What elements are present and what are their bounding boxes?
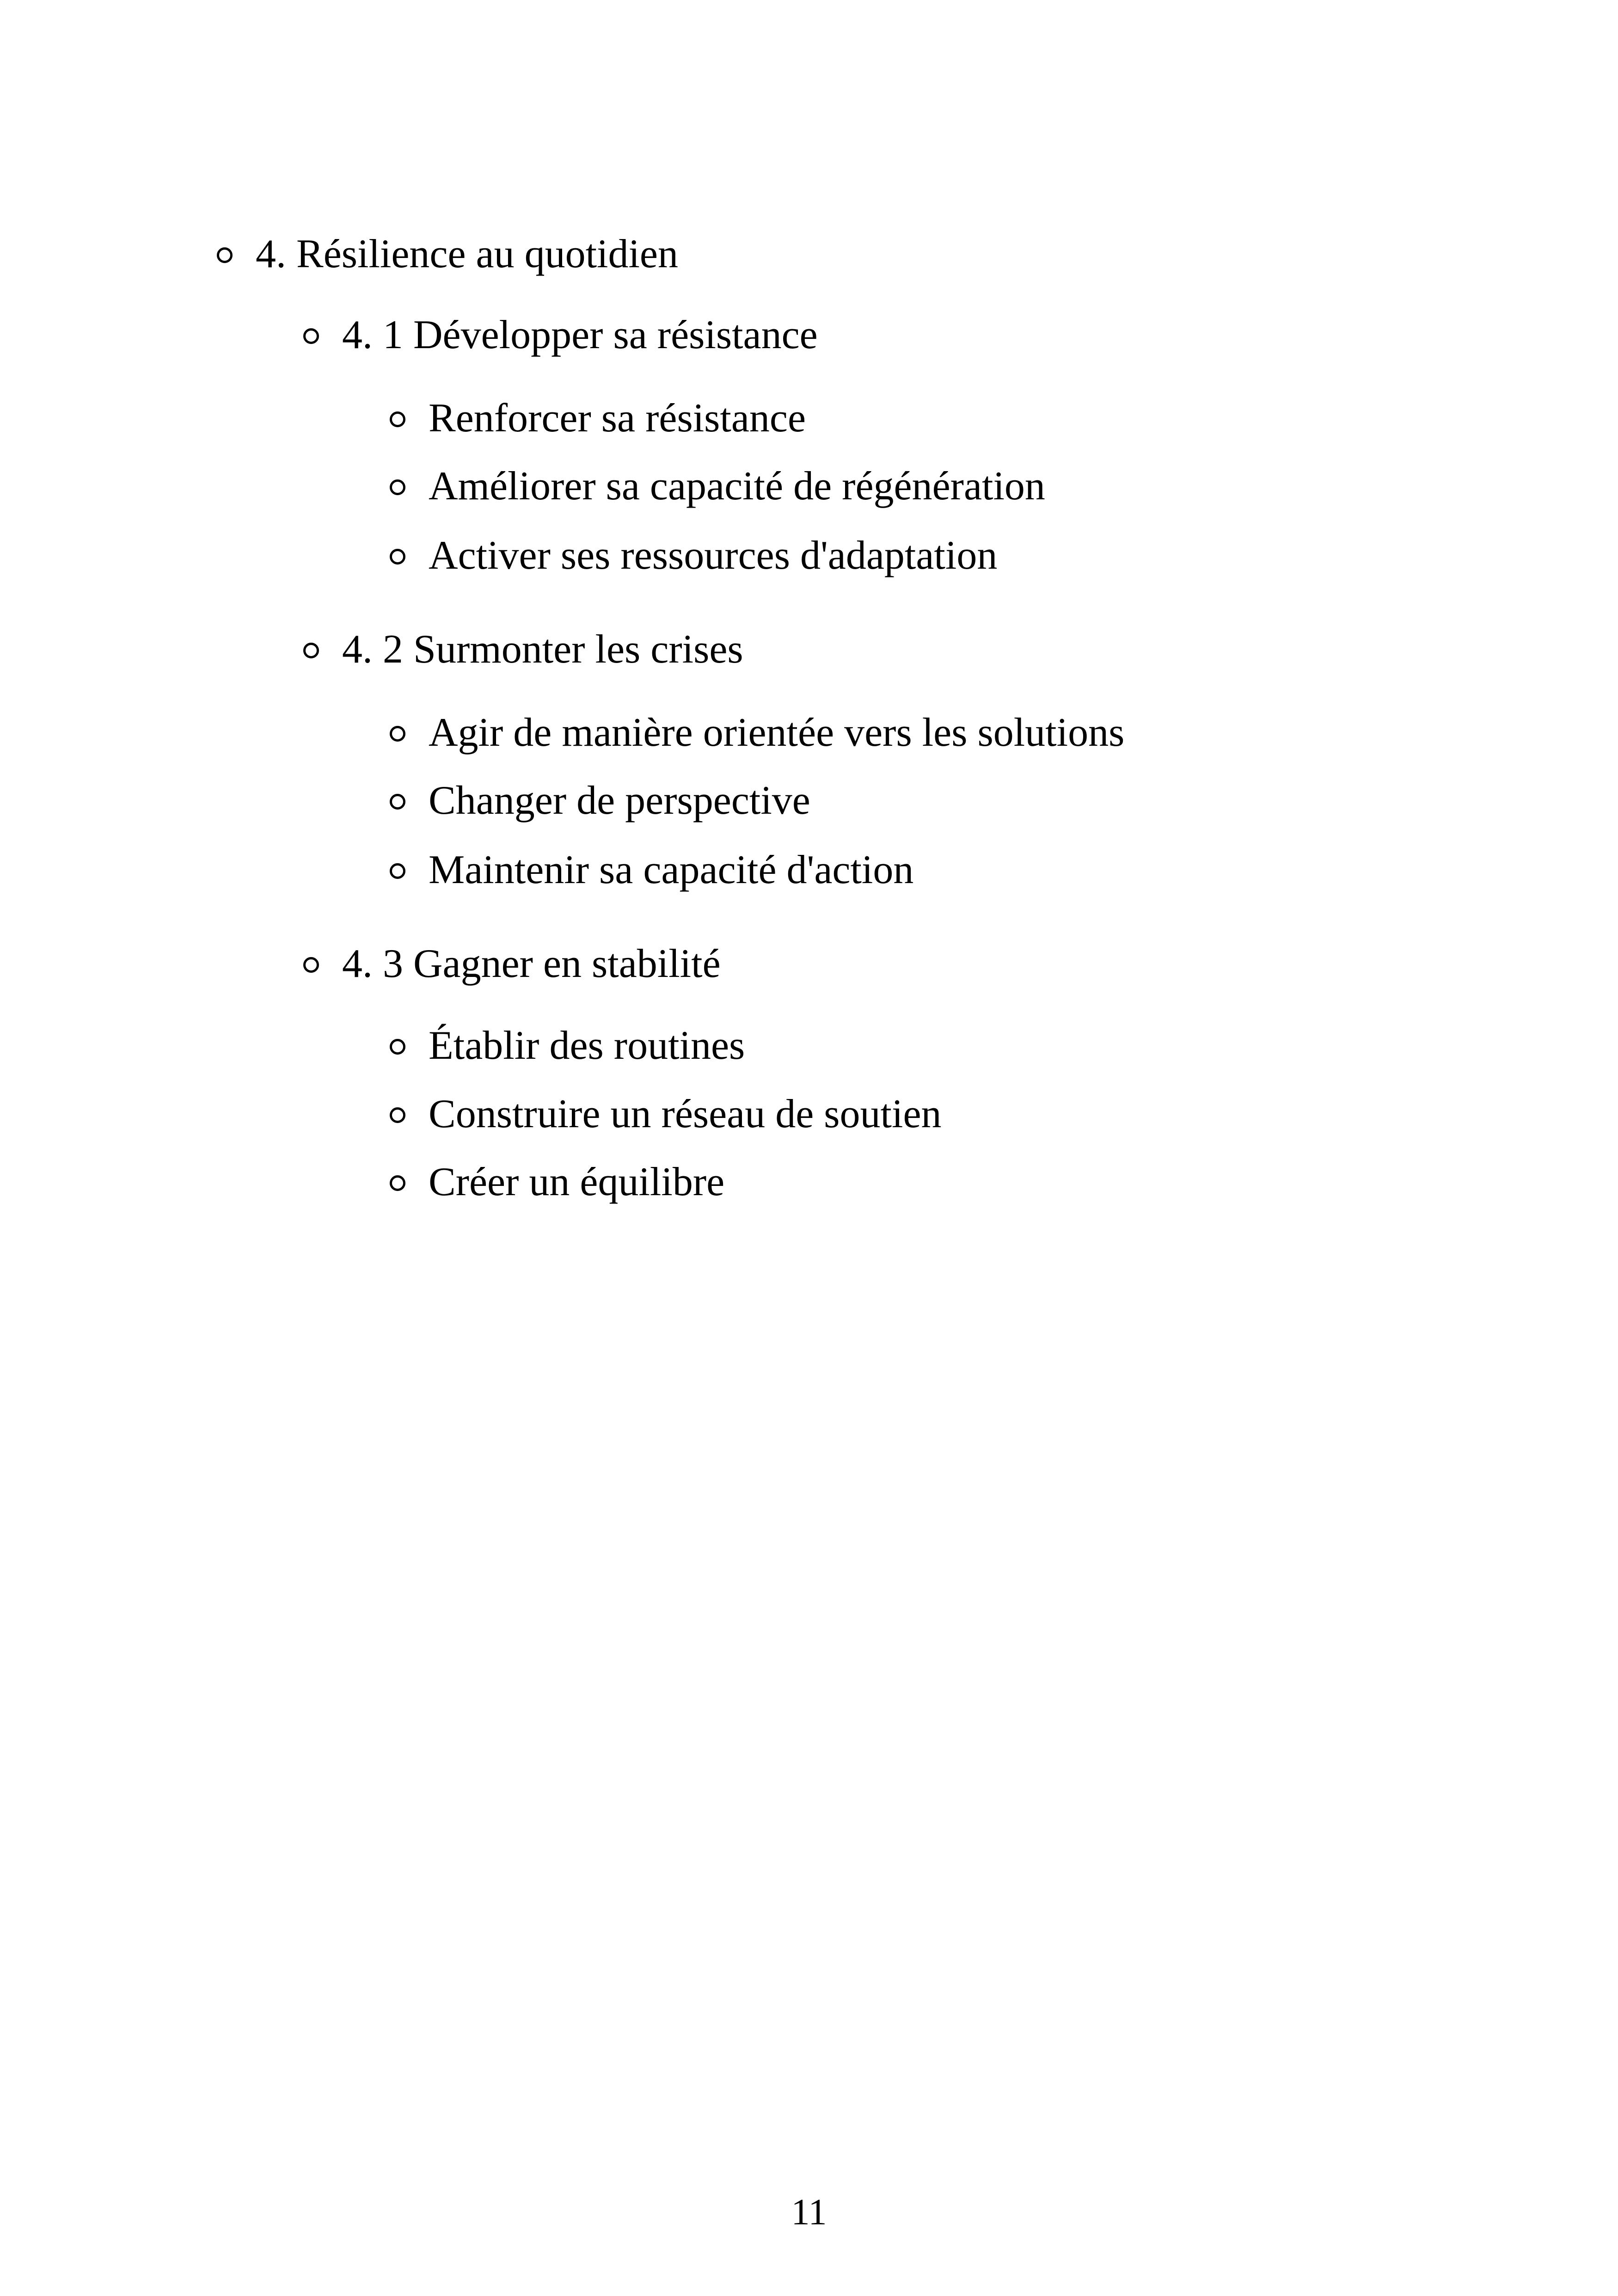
outline-item [390, 710, 1124, 756]
page-number: 11 [791, 2192, 827, 2233]
item-text: Maintenir sa capacité d'action [429, 847, 914, 892]
subsection-title: 4. 2 Surmonter les crises [342, 627, 743, 672]
outline-subsection [303, 626, 743, 673]
outline-item [390, 778, 810, 824]
hollow-circle-bullet-icon [390, 863, 405, 879]
subsection-title: 4. 1 Développer sa résistance [342, 313, 818, 357]
item-text: Agir de manière orientée vers les solutions [429, 710, 1125, 755]
item-text: Construire un réseau de soutien [429, 1092, 942, 1136]
outline-item [390, 1159, 724, 1205]
hollow-circle-bullet-icon [390, 794, 405, 810]
hollow-circle-bullet-icon [390, 1039, 405, 1055]
subsection-title: 4. 3 Gagner en stabilité [342, 941, 721, 986]
hollow-circle-bullet-icon [390, 726, 405, 742]
item-text: Renforcer sa résistance [429, 396, 806, 441]
item-text: Changer de perspective [429, 778, 810, 823]
item-text: Activer ses ressources d'adaptation [429, 533, 998, 578]
outline-item [390, 847, 913, 893]
outline-item [390, 463, 1045, 510]
hollow-circle-bullet-icon [390, 479, 405, 495]
hollow-circle-bullet-icon [390, 549, 405, 565]
section-title: 4. Résilience au quotidien [256, 232, 678, 276]
hollow-circle-bullet-icon [390, 411, 405, 427]
hollow-circle-bullet-icon [303, 328, 319, 344]
hollow-circle-bullet-icon [303, 643, 319, 658]
item-text: Améliorer sa capacité de régénération [429, 464, 1045, 509]
outline-subsection [303, 941, 721, 987]
item-text: Établir des routines [429, 1023, 745, 1068]
hollow-circle-bullet-icon [390, 1107, 405, 1123]
outline-item [390, 395, 806, 442]
outline-item [390, 1023, 745, 1069]
item-text: Créer un équilibre [429, 1160, 725, 1204]
outline-section [217, 231, 678, 277]
outline-item [390, 1091, 942, 1137]
hollow-circle-bullet-icon [217, 247, 233, 263]
hollow-circle-bullet-icon [303, 957, 319, 973]
outline-item [390, 533, 997, 579]
hollow-circle-bullet-icon [390, 1175, 405, 1191]
outline-subsection [303, 312, 818, 358]
